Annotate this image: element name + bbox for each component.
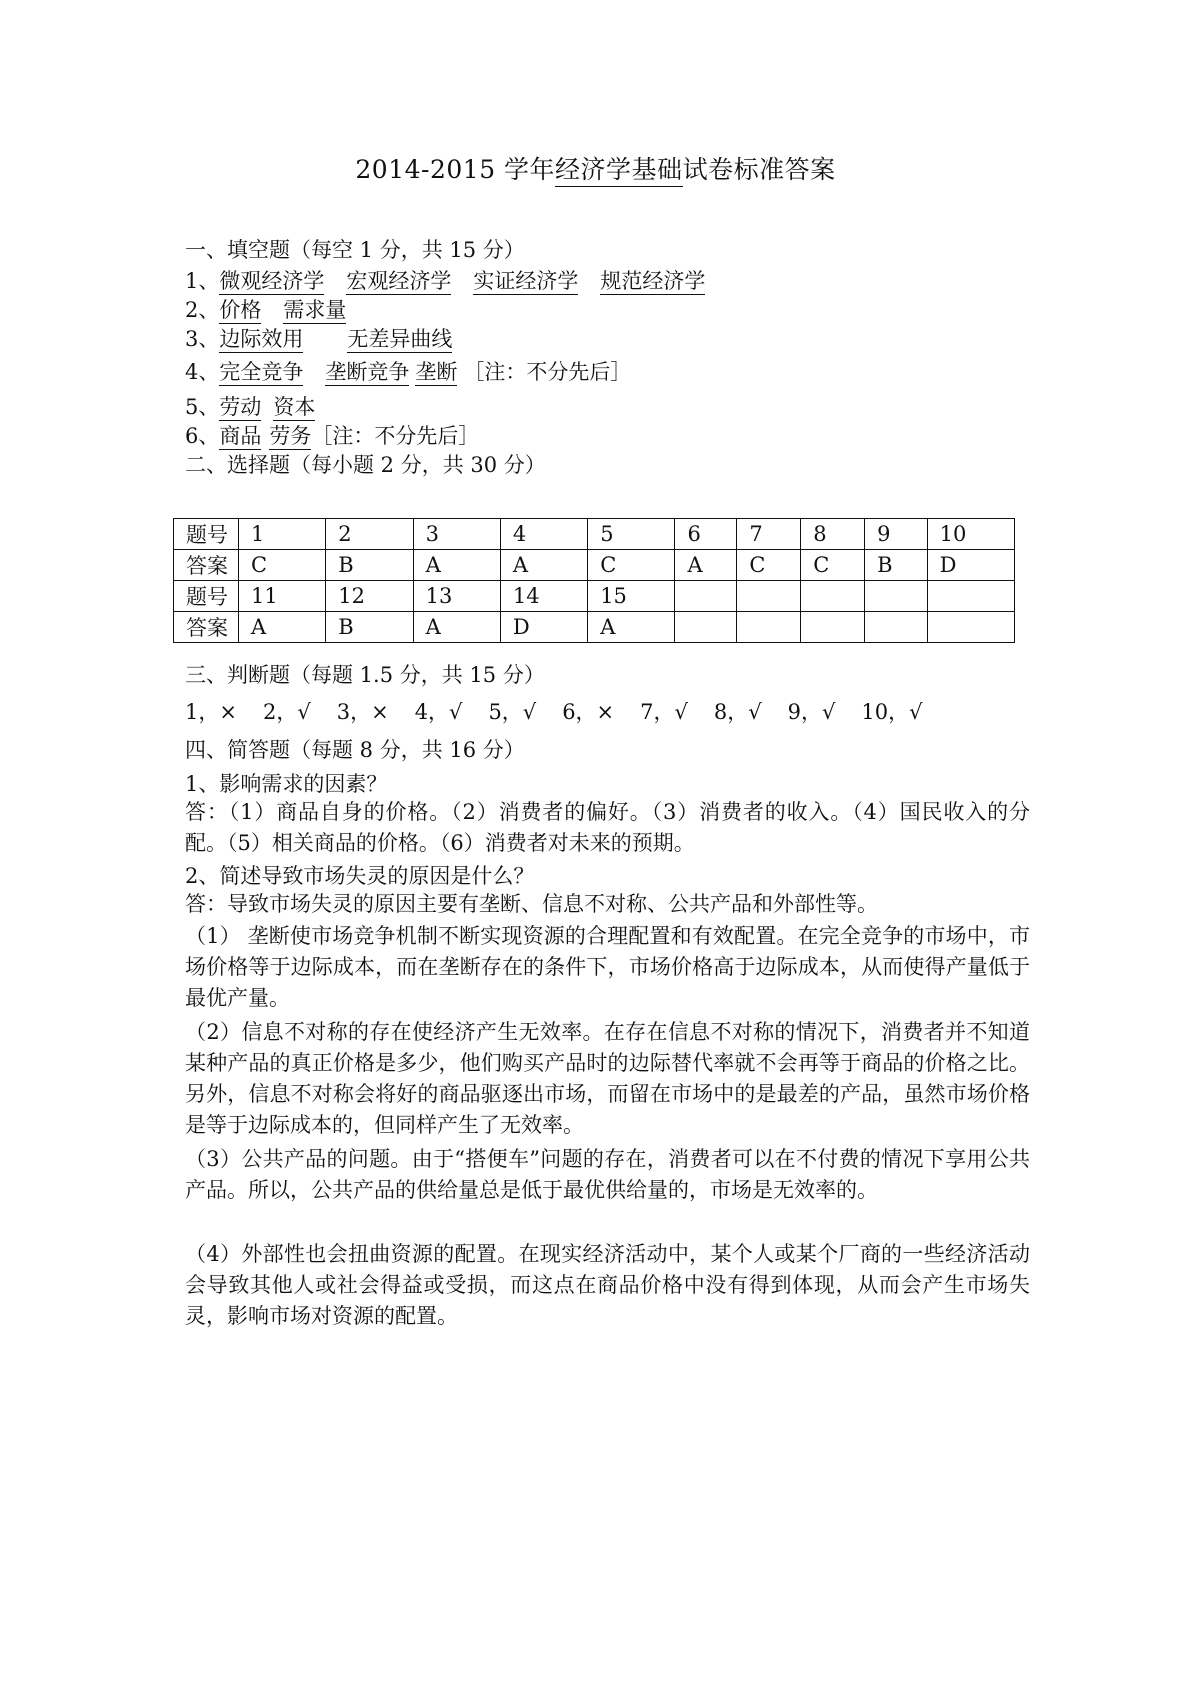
fill-q6-note: ［注：不分先后］ <box>311 424 480 448</box>
short-q1: 1、影响需求的因素？ <box>185 772 388 796</box>
fill-q4-answer-2: 垄断竞争 <box>325 360 410 384</box>
short-a2-intro: 答：导致市场失灵的原因主要有垄断、信息不对称、公共产品和外部性等。 <box>185 892 878 916</box>
choice-number-row <box>174 581 1015 612</box>
fill-q4-num: 4、 <box>185 360 220 384</box>
answer-cell: D <box>927 550 1014 581</box>
fill-q6-answer-1: 商品 <box>219 424 262 448</box>
tf-item-8: 8，√ <box>713 700 762 724</box>
answer-cell: A <box>500 550 587 581</box>
answer-cell: D <box>500 612 587 643</box>
title-suffix: 试卷标准答案 <box>682 155 836 184</box>
fill-q5-answer-1: 劳动 <box>219 395 262 419</box>
question-number-cell: 12 <box>326 581 413 612</box>
row-label-number: 题号 <box>174 581 239 612</box>
true-false-answers <box>185 696 949 726</box>
answer-cell: A <box>413 550 500 581</box>
answer-cell <box>675 612 737 643</box>
row-label-answer: 答案 <box>174 612 239 643</box>
fill-q2 <box>185 294 346 324</box>
question-number-cell: 6 <box>675 519 737 550</box>
fill-q4-answer-3: 垄断 <box>415 360 458 384</box>
short-a2-point3: （3）公共产品的问题。由于“搭便车”问题的存在，消费者可以在不付费的情况下享用公共产品。所以，公共产品的供给量总是低于最优供给量的，市场是无效率的。 <box>185 1147 1030 1202</box>
tf-item-4: 4，√ <box>414 700 463 724</box>
fill-q2-answer-2: 需求量 <box>283 298 347 322</box>
question-number-cell <box>801 581 865 612</box>
title-prefix: 2014-2015 学年 <box>355 155 556 184</box>
fill-q1-answer-4: 规范经济学 <box>600 269 706 293</box>
question-number-cell <box>865 581 927 612</box>
fill-q4-note: ［注：不分先后］ <box>463 360 632 384</box>
fill-q2-answer-1: 价格 <box>219 298 262 322</box>
answer-cell <box>801 612 865 643</box>
fill-q6-num: 6、 <box>185 424 220 448</box>
fill-q3-answer-2: 无差异曲线 <box>347 327 453 351</box>
choice-number-row <box>174 519 1015 550</box>
tf-item-7: 7，√ <box>640 700 688 724</box>
answer-cell <box>737 612 801 643</box>
answer-cell: C <box>588 550 675 581</box>
question-number-cell: 8 <box>801 519 865 550</box>
answer-cell: A <box>588 612 675 643</box>
question-number-cell: 15 <box>588 581 675 612</box>
answer-cell: C <box>239 550 326 581</box>
short-a2-point4: （4）外部性也会扭曲资源的配置。在现实经济活动中，某个人或某个厂商的一些经济活动会导致其他人或社会得益或受损，而这点在商品价格中没有得到体现，从而会产生市场失灵，影响市场对资源的配置。 <box>185 1242 1030 1328</box>
row-label-number: 题号 <box>174 519 239 550</box>
answer-cell: A <box>675 550 737 581</box>
fill-q1-answer-1: 微观经济学 <box>219 269 325 293</box>
fill-q4-answer-1: 完全竞争 <box>219 360 304 384</box>
question-number-cell: 5 <box>588 519 675 550</box>
answer-cell: B <box>865 550 927 581</box>
section2-heading: 二、选择题（每小题 2 分，共 30 分） <box>185 453 546 477</box>
tf-item-6: 6，× <box>562 700 615 724</box>
fill-q3-num: 3、 <box>185 327 220 351</box>
question-number-cell: 4 <box>500 519 587 550</box>
answer-cell: A <box>239 612 326 643</box>
row-label-answer: 答案 <box>174 550 239 581</box>
question-number-cell: 11 <box>239 581 326 612</box>
question-number-cell: 13 <box>413 581 500 612</box>
question-number-cell <box>927 581 1014 612</box>
question-number-cell: 1 <box>239 519 326 550</box>
short-q2: 2、简述导致市场失灵的原因是什么？ <box>185 864 535 888</box>
question-number-cell: 7 <box>737 519 801 550</box>
tf-item-3: 3，× <box>336 700 389 724</box>
short-a2-point1: （1） 垄断使市场竞争机制不断实现资源的合理配置和有效配置。在完全竞争的市场中，市场价格等于边际成本，而在垄断存在的条件下，市场价格高于边际成本，从而使得产量低于最优产量。 <box>185 924 1030 1010</box>
fill-q5-num: 5、 <box>185 395 220 419</box>
question-number-cell: 14 <box>500 581 587 612</box>
fill-q5 <box>185 391 315 421</box>
question-number-cell: 2 <box>326 519 413 550</box>
fill-q1-answer-2: 宏观经济学 <box>346 269 452 293</box>
tf-item-2: 2，√ <box>262 700 311 724</box>
answer-cell: C <box>801 550 865 581</box>
page-title <box>0 150 1191 186</box>
short-a2-point2: （2）信息不对称的存在使经济产生无效率。在存在信息不对称的情况下，消费者并不知道某种产品的真正价格是多少，他们购买产品时的边际替代率就不会再等于商品的价格之比。另外，信息不对称会将好的商品驱逐出市场，而留在市场中的是最差的产品，虽然市场价格是等于边际成本的，但同样产生了无效率。 <box>185 1020 1030 1137</box>
question-number-cell: 3 <box>413 519 500 550</box>
tf-item-1: 1，× <box>185 700 237 724</box>
fill-q6-answer-2: 劳务 <box>269 424 312 448</box>
answer-cell: B <box>326 550 413 581</box>
choice-answer-table <box>173 518 1015 643</box>
answer-cell <box>865 612 927 643</box>
choice-answer-row <box>174 550 1015 581</box>
fill-q5-answer-2: 资本 <box>273 395 316 419</box>
fill-q1 <box>185 265 705 295</box>
question-number-cell <box>737 581 801 612</box>
fill-q1-num: 1、 <box>185 269 220 293</box>
tf-item-9: 9，√ <box>787 700 836 724</box>
answer-cell <box>927 612 1014 643</box>
answer-cell: A <box>413 612 500 643</box>
answer-cell: B <box>326 612 413 643</box>
title-course: 经济学基础 <box>555 155 683 187</box>
section4-heading: 四、简答题（每题 8 分，共 16 分） <box>185 738 525 762</box>
fill-q2-num: 2、 <box>185 298 220 322</box>
tf-item-5: 5，√ <box>488 700 537 724</box>
short-a1: 答：（1）商品自身的价格。（2）消费者的偏好。（3）消费者的收入。（4）国民收入的分配。（5）相关商品的价格。（6）消费者对未来的预期。 <box>185 800 1030 855</box>
fill-q3-answer-1: 边际效用 <box>219 327 304 351</box>
question-number-cell: 10 <box>927 519 1014 550</box>
tf-item-10: 10，√ <box>861 700 923 724</box>
choice-answer-row <box>174 612 1015 643</box>
answer-cell: C <box>737 550 801 581</box>
fill-q1-answer-3: 实证经济学 <box>473 269 579 293</box>
fill-q3 <box>185 323 452 353</box>
question-number-cell <box>675 581 737 612</box>
section3-heading: 三、判断题（每题 1.5 分，共 15 分） <box>185 663 545 687</box>
section1-heading: 一、填空题（每空 1 分，共 15 分） <box>185 238 525 262</box>
fill-q6 <box>185 420 479 450</box>
fill-q4 <box>185 356 631 386</box>
question-number-cell: 9 <box>865 519 927 550</box>
